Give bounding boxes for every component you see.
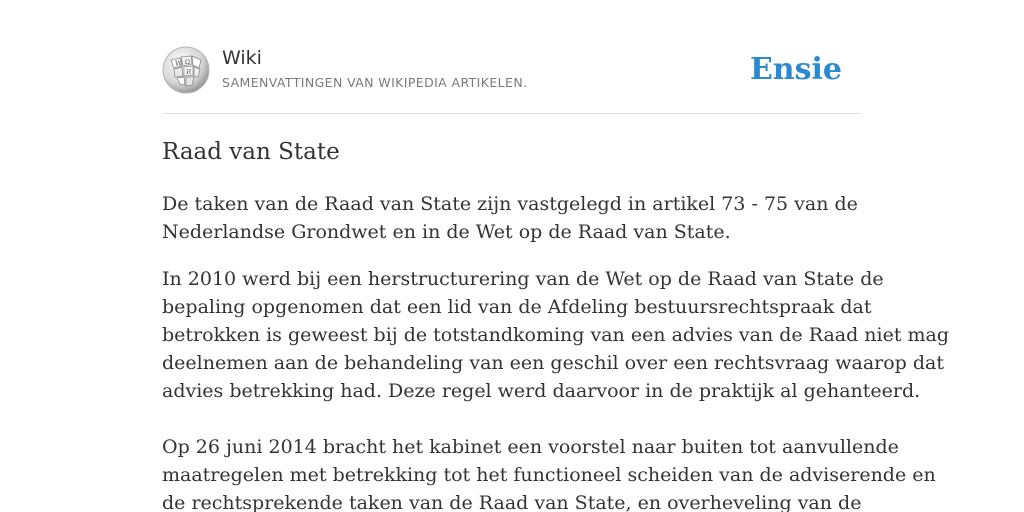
brand-logo[interactable]: Ensie [749,52,842,87]
article-line: Nederlandse Grondwet en in de Wet op de Raad van State. [162,221,731,243]
site-tagline: SAMENVATTINGEN VAN WIKIPEDIA ARTIKELEN. [222,75,528,90]
article-line: betrokken is geweest bij de totstandkoming van een advies van de Raad niet mag [162,324,950,346]
site-name[interactable]: Wiki [222,47,262,69]
article-body [162,190,950,512]
header-divider [162,113,862,114]
article-line: maatregelen met betrekking tot het functioneel scheiden van de adviserende en [162,464,936,486]
article-line: De taken van de Raad van State zijn vastgelegd in artikel 73 - 75 van de [162,193,858,215]
article-line: de rechtsprekende taken van de Raad van State, en overheveling van de [162,492,862,512]
paragraph-gap [162,246,867,265]
article-title: Raad van State [162,139,340,165]
article-line: deelnemen aan de behandeling van een geschil over een rechtsvraag waarop dat [162,352,944,374]
svg-text:Ω: Ω [185,59,190,66]
wikipedia-globe-icon[interactable] [162,46,210,94]
site-header [162,46,862,96]
article-line: In 2010 werd bij een herstructurering van de Wet op de Raad van State de [162,268,884,290]
svg-text:W: W [175,60,183,68]
article-line: bepaling opgenomen dat een lid van de Afdeling bestuursrechtspraak dat [162,296,872,318]
article-line: advies betrekking had. Deze regel werd daarvoor in de praktijk al gehanteerd. [162,380,921,402]
paragraph-gap [162,405,867,433]
article-line: Op 26 juni 2014 bracht het kabinet een voorstel naar buiten tot aanvullende [162,436,899,458]
svg-text:И: И [186,69,192,76]
